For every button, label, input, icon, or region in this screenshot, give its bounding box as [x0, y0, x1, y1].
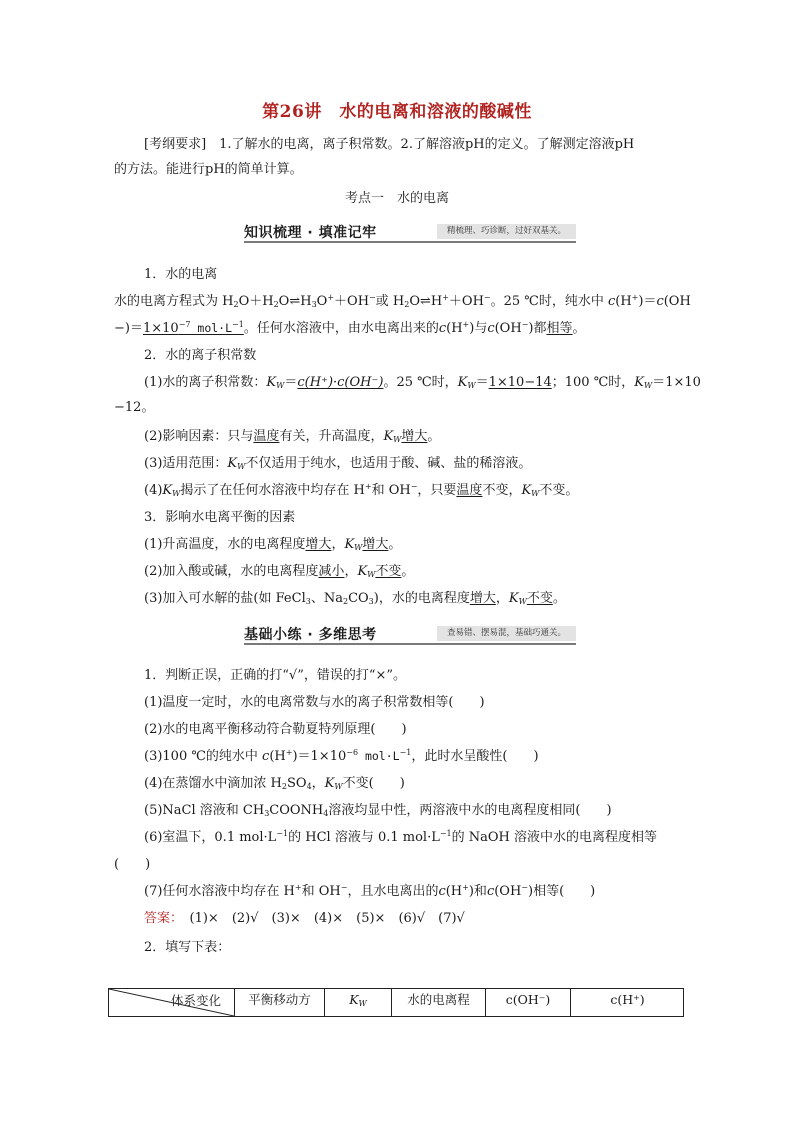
s3-q3: (3)加入可水解的盐(如 FeCl$_3$、$Na_2CO_3$)，水的电离程度增大，$K_W$不变。	[144, 591, 566, 606]
banner-rule	[244, 643, 576, 645]
answer-label: 答案：	[144, 911, 177, 926]
s1-heading: 1．水的电离	[144, 267, 218, 282]
table-header-kw: $K_W$	[324, 989, 391, 1016]
s2-p3: (3)适用范围：$K_W$不仅适用于纯水，也适用于酸、碱、盐的稀溶液。	[144, 456, 532, 471]
ex1-item-3: (3)100 ℃的纯水中 $c(H^+)=1\times 10^{-6}$ $mol\cdot L^{-1}$，此时水呈酸性( )	[144, 748, 539, 764]
s2-p1: (1)水的离子积常数：$K_W=c(H^+)\cdot c(OH^-)$。25 ℃时，$K_W=1\times 10-14$；100 ℃时，$K_W=1\times 10$	[144, 375, 701, 390]
s3-heading: 3．影响水电离平衡的因素	[144, 510, 296, 525]
table-header-c-oh: c(OH⁻)	[485, 989, 570, 1016]
ex1-item-4: (4)在蒸馏水中滴加浓 $H_2SO_4$，$K_W$不变( )	[144, 776, 405, 791]
table-header-c-h: c(H⁺)	[570, 989, 684, 1016]
banner-slogan: 精梳理、巧诊断，过好双基关。	[437, 224, 576, 239]
s2-p1-cont: −12。	[114, 400, 155, 415]
ex1-answer	[144, 907, 465, 926]
table-header-ionization: 水的电离程	[391, 989, 485, 1016]
banner-rule	[244, 241, 576, 243]
kaogang-line-2: 的方法。能进行pH的简单计算。	[114, 162, 303, 177]
s2-p4: $(4)K_W$揭示了在任何水溶液中均存在 H+和 OH−，只要温度不变，$K_W$不变。	[144, 482, 579, 498]
banner-title: 知识梳理 · 填准记牢	[244, 225, 377, 241]
s2-p2: (2)影响因素：只与温度有关，升高温度，$K_W$增大。	[144, 429, 441, 444]
ex1-item-7: (7)任何水溶液中均存在 H+和 OH−，且水电离出的c(H+)和c(OH−)相等( )	[144, 883, 596, 899]
banner-title: 基础小练 · 多维思考	[244, 627, 377, 643]
s3-q2: (2)加入酸或碱，水的电离程度减小，$K_W$不变。	[144, 564, 415, 579]
table-header-shift: 平衡移动方	[234, 989, 324, 1016]
ex1-item-6-cont: ( )	[114, 857, 151, 872]
answer-body: (1)× (2)√ (3)× (4)× (5)× (6)√ (7)√	[176, 911, 465, 926]
ex1-item-5: (5)NaCl 溶液和 $CH_3COONH_4$溶液均显中性，两溶液中水的电离程度相同( )	[144, 803, 612, 818]
page-title: 第26讲 水的电离和溶液的酸碱性	[262, 102, 532, 122]
ex1-item-1: (1)温度一定时，水的电离常数与水的离子积常数相等( )	[144, 695, 485, 710]
kaogang-line-1: [考纲要求] 1.了解水的电离，离子积常数。2.了解溶液pH的定义。了解测定溶液pH	[144, 137, 635, 152]
ex2-heading: 2．填写下表：	[144, 940, 231, 955]
s1-line-2: $-)=1\times 10^{-7}$ $mol\cdot L^{-1}$。任何水溶液中，由水电离出来的c(H+)与c(OH−)都相等。	[114, 320, 586, 336]
banner-slogan: 查易错、摆易混，基础巧通关。	[437, 626, 576, 641]
s2-heading: 2．水的离子积常数	[144, 348, 257, 363]
s3-q1: (1)升高温度，水的电离程度增大，$K_W$增大。	[144, 537, 402, 552]
ex1-item-2: (2)水的电离平衡移动符合勒夏特列原理( )	[144, 722, 407, 737]
s1-line-1: 水的电离方程式为 $H_2O+H_2O\rightleftharpoons H_3O^++OH^-$或 $H_2O\rightleftharpoons H^++OH^-$。25 ℃时，纯水中 c(H+)＝c(OH	[114, 293, 691, 309]
section-heading: 考点一 水的电离	[344, 191, 449, 206]
ex1-item-6: (6)室温下，0.1 $mol\cdot L^{-1}$的 HCl 溶液与 0.1 $mol\cdot L^{-1}$的 NaOH 溶液中水的电离程度相等	[144, 829, 658, 845]
fill-in-table	[108, 988, 684, 1017]
table-diag-label: 体系变化	[171, 993, 222, 1008]
ex1-heading: 1．判断正误，正确的打“√”，错误的打“×”。	[144, 668, 407, 683]
